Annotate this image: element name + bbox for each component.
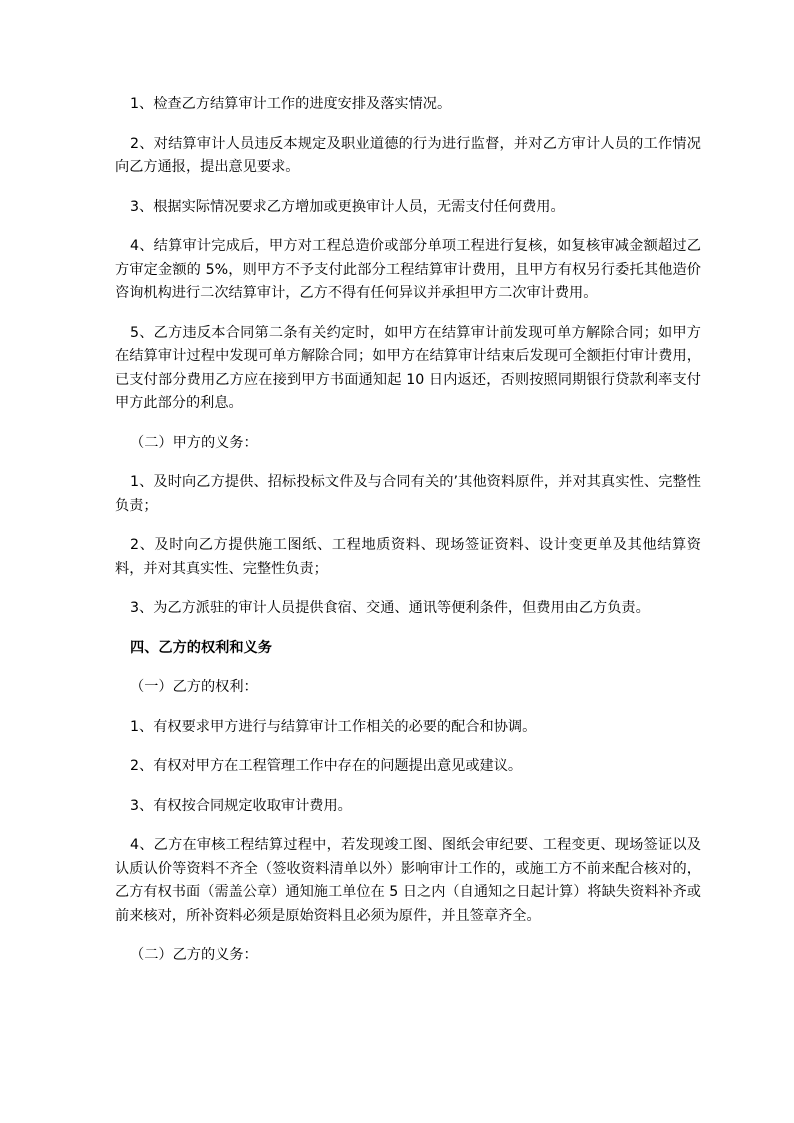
subheading-party-b-rights: （一）乙方的权利： (130, 679, 258, 695)
paragraph-item-12: 4、乙方在审核工程结算过程中，若发现竣工图、图纸会审纪要、工程变更、现场签证以及认质认价等资料不齐全（签收资料清单以外）影响审计工作的，或施工方不前来配合核对的，乙方有权书面（需盖公章）通知施工单位在 5 日之内（自通知之日起计算）将缺失资料补齐或前来核对，所补资料必须是原始资料且必须为原件，并且签章齐全。 (115, 837, 701, 924)
paragraph-item-5: 5、乙方违反本合同第二条有关约定时，如甲方在结算审计前发现可单方解除合同；如甲方在结算审计过程中发现可单方解除合同；如甲方在结算审计结束后发现可全额拒付审计费用，已支付部分费用乙方应在接到甲方书面通知起 10 日内返还，否则按照同期银行贷款利率支付甲方此部分的利息。 (115, 324, 701, 411)
paragraph-item-11: 3、有权按合同规定收取审计费用。 (130, 797, 352, 814)
paragraph-item-1: 1、检查乙方结算审计工作的进度安排及落实情况。 (130, 96, 452, 112)
paragraph-item-8: 3、为乙方派驻的审计人员提供食宿、交通、通讯等便利条件，但费用由乙方负责。 (130, 600, 650, 616)
paragraph-item-4: 4、结算审计完成后，甲方对工程总造价或部分单项工程进行复核，如复核审减金额超过乙方审定金额的 5%，则甲方不予支付此部分工程结算审计费用，且甲方有权另行委托其他造价咨询机构进行二次结算审计，乙方不得有任何异议并承担甲方二次审计费用。 (115, 238, 701, 301)
subheading-party-a-obligations: （二）甲方的义务： (130, 434, 258, 451)
paragraph-item-2: 2、对结算审计人员违反本规定及职业道德的行为进行监督，并对乙方审计人员的工作情况向乙方通报，提出意见要求。 (115, 135, 701, 175)
paragraph-item-10: 2、有权对甲方在工程管理工作中存在的问题提出意见或建议。 (130, 758, 523, 774)
paragraph-item-7: 2、及时向乙方提供施工图纸、工程地质资料、现场签证资料、设计变更单及其他结算资料，并对其真实性、完整性负责； (115, 537, 701, 577)
paragraph-item-6: 1、及时向乙方提供、招标投标文件及与合同有关的’其他资料原件，并对其真实性、完整性负责； (115, 474, 701, 514)
paragraph-item-9: 1、有权要求甲方进行与结算审计工作相关的必要的配合和协调。 (130, 718, 537, 735)
paragraph-item-3: 3、根据实际情况要求乙方增加或更换审计人员，无需支付任何费用。 (130, 198, 565, 215)
section-heading: 四、乙方的权利和义务 (130, 639, 272, 656)
document-body (115, 93, 701, 968)
subheading-party-b-obligations: （二）乙方的义务： (130, 947, 258, 963)
